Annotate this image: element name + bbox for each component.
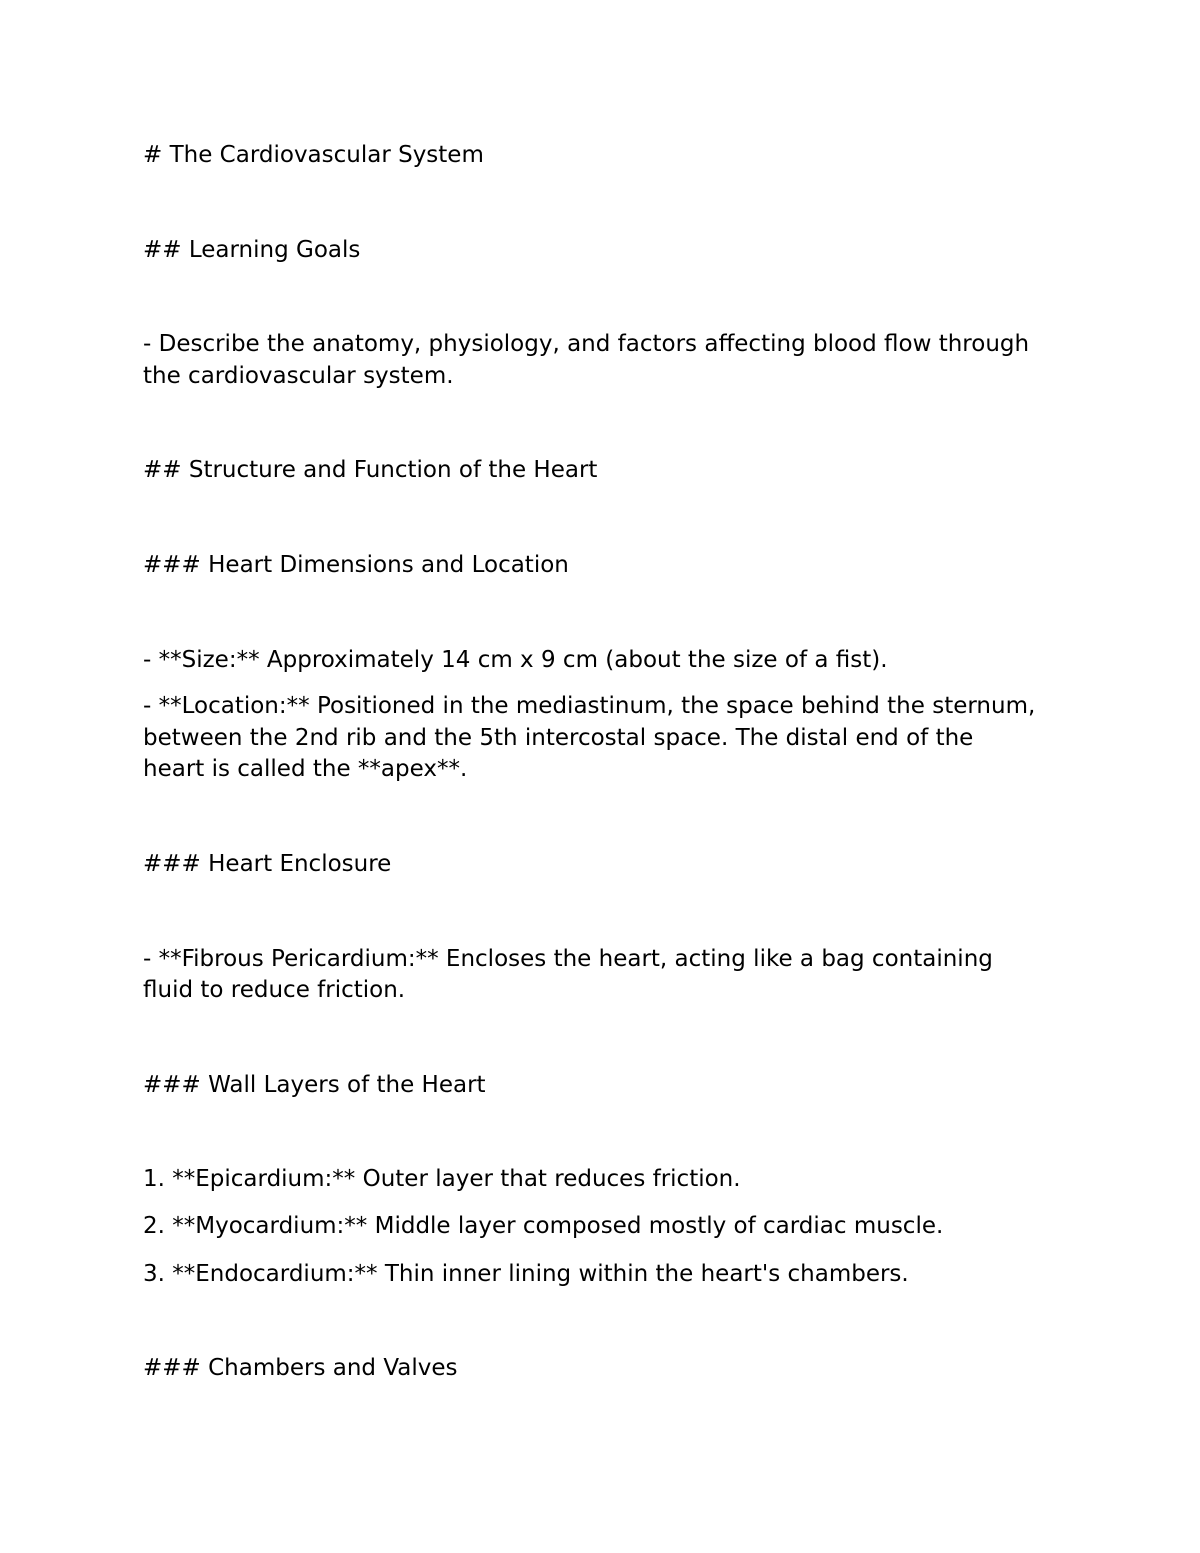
enclosure-heading: ### Heart Enclosure [143, 851, 392, 877]
size-item: - **Size:** Approximately 14 cm x 9 cm (about the size of a fist). [143, 647, 888, 673]
location-item-line-2: between the 2nd rib and the 5th intercostal space. The distal end of the [143, 725, 974, 751]
structure-heading: ## Structure and Function of the Heart [143, 457, 598, 483]
learning-goal-item-line-2: the cardiovascular system. [143, 363, 454, 389]
learning-goals-heading: ## Learning Goals [143, 237, 361, 263]
layer-item-endocardium: 3. **Endocardium:** Thin inner lining within the heart's chambers. [143, 1261, 909, 1287]
pericardium-item-line-1: - **Fibrous Pericardium:** Encloses the heart, acting like a bag containing [143, 946, 993, 972]
dimensions-heading: ### Heart Dimensions and Location [143, 552, 569, 578]
pericardium-item-line-2: fluid to reduce friction. [143, 977, 406, 1003]
layer-item-myocardium: 2. **Myocardium:** Middle layer composed mostly of cardiac muscle. [143, 1213, 944, 1239]
layer-item-epicardium: 1. **Epicardium:** Outer layer that reduces friction. [143, 1166, 741, 1192]
wall-layers-heading: ### Wall Layers of the Heart [143, 1072, 486, 1098]
learning-goal-item-line-1: - Describe the anatomy, physiology, and factors affecting blood flow through [143, 331, 1030, 357]
location-item-line-3: heart is called the **apex**. [143, 756, 468, 782]
chambers-heading: ### Chambers and Valves [143, 1355, 458, 1381]
location-item-line-1: - **Location:** Positioned in the mediastinum, the space behind the sternum, [143, 693, 1036, 719]
document-title: # The Cardiovascular System [143, 142, 484, 168]
